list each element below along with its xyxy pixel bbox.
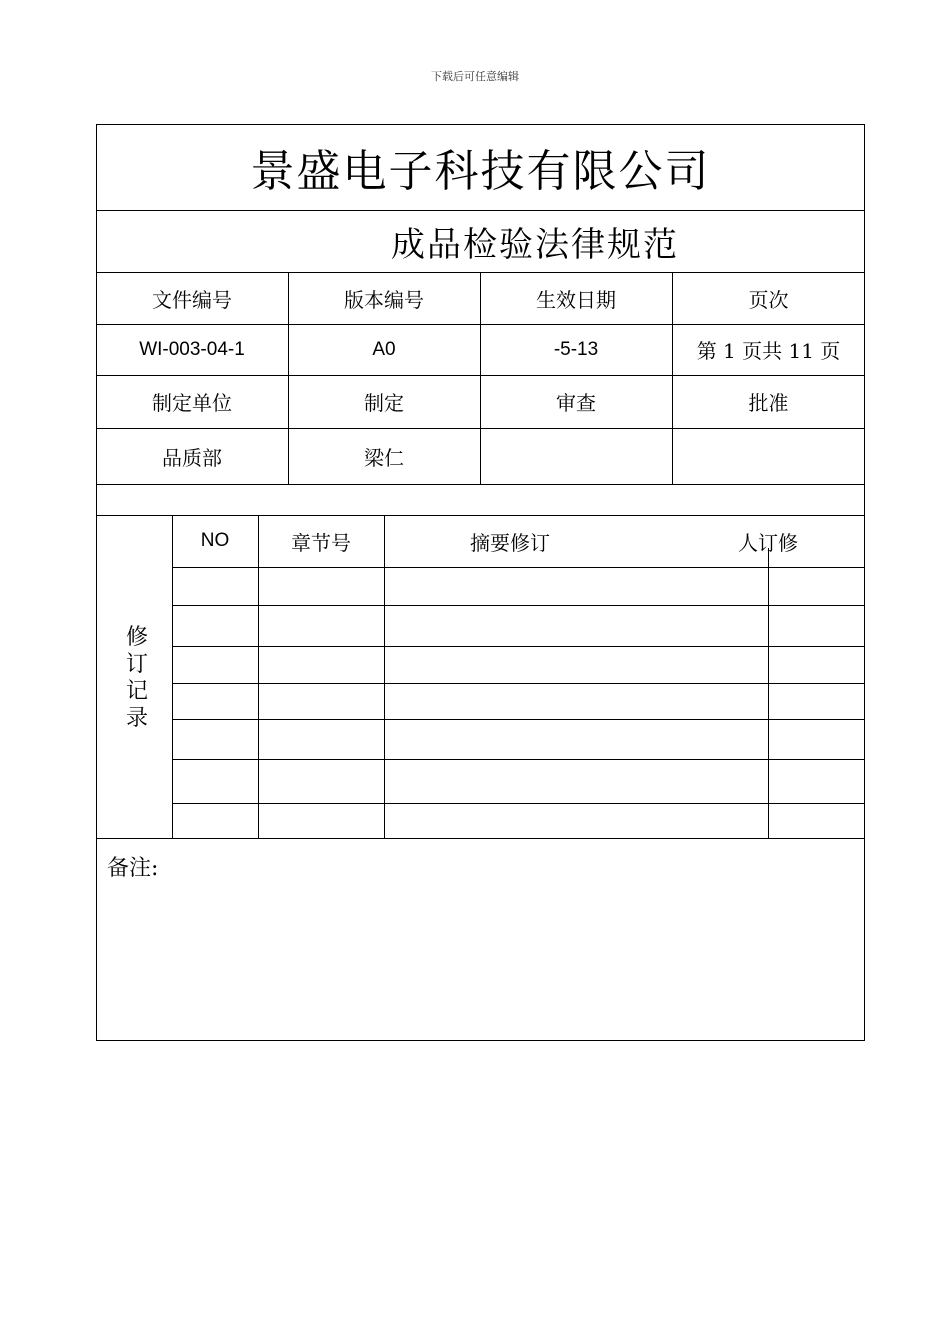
effective-date-value: -5-13 <box>553 338 599 360</box>
document-title: 成品检验法律规范 <box>391 224 679 265</box>
remarks-label: 备注: <box>107 856 159 881</box>
issuing-unit-value: 品质部 <box>162 445 222 470</box>
revision-col-revision: 修订 <box>510 530 550 555</box>
revision-label-char: 修 <box>125 625 148 650</box>
version-number-header: 版本编号 <box>344 287 424 312</box>
revision-label-char: 记 <box>125 679 148 704</box>
reviewed-by-header: 审查 <box>556 391 596 415</box>
effective-date-header: 生效日期 <box>536 287 616 312</box>
revision-col-no: NO <box>200 530 230 551</box>
revision-label-char: 订 <box>125 652 148 677</box>
revision-label-char: 录 <box>125 706 148 731</box>
file-number-header: 文件编号 <box>152 287 232 312</box>
prepared-by-value: 梁仁 <box>364 445 404 470</box>
approved-by-value <box>672 428 865 484</box>
header-note: 下载后可任意编辑 <box>431 70 519 83</box>
page-value: 第 1 页共 11 页 <box>696 339 841 363</box>
prepared-by-header: 制定 <box>364 391 404 415</box>
revision-col-chapter: 章节号 <box>291 530 351 555</box>
page-header: 页次 <box>748 287 789 312</box>
reviewed-by-value <box>480 428 672 484</box>
version-number-value: A0 <box>372 338 396 360</box>
company-name: 景盛电子科技有限公司 <box>250 146 711 197</box>
revision-col-summary: 摘要 <box>470 530 510 555</box>
revision-col-reviser: 人订修 <box>738 530 798 555</box>
approved-by-header: 批准 <box>748 391 789 415</box>
issuing-unit-header: 制定单位 <box>152 391 232 415</box>
file-number-value: WI-003-04-1 <box>139 338 245 360</box>
